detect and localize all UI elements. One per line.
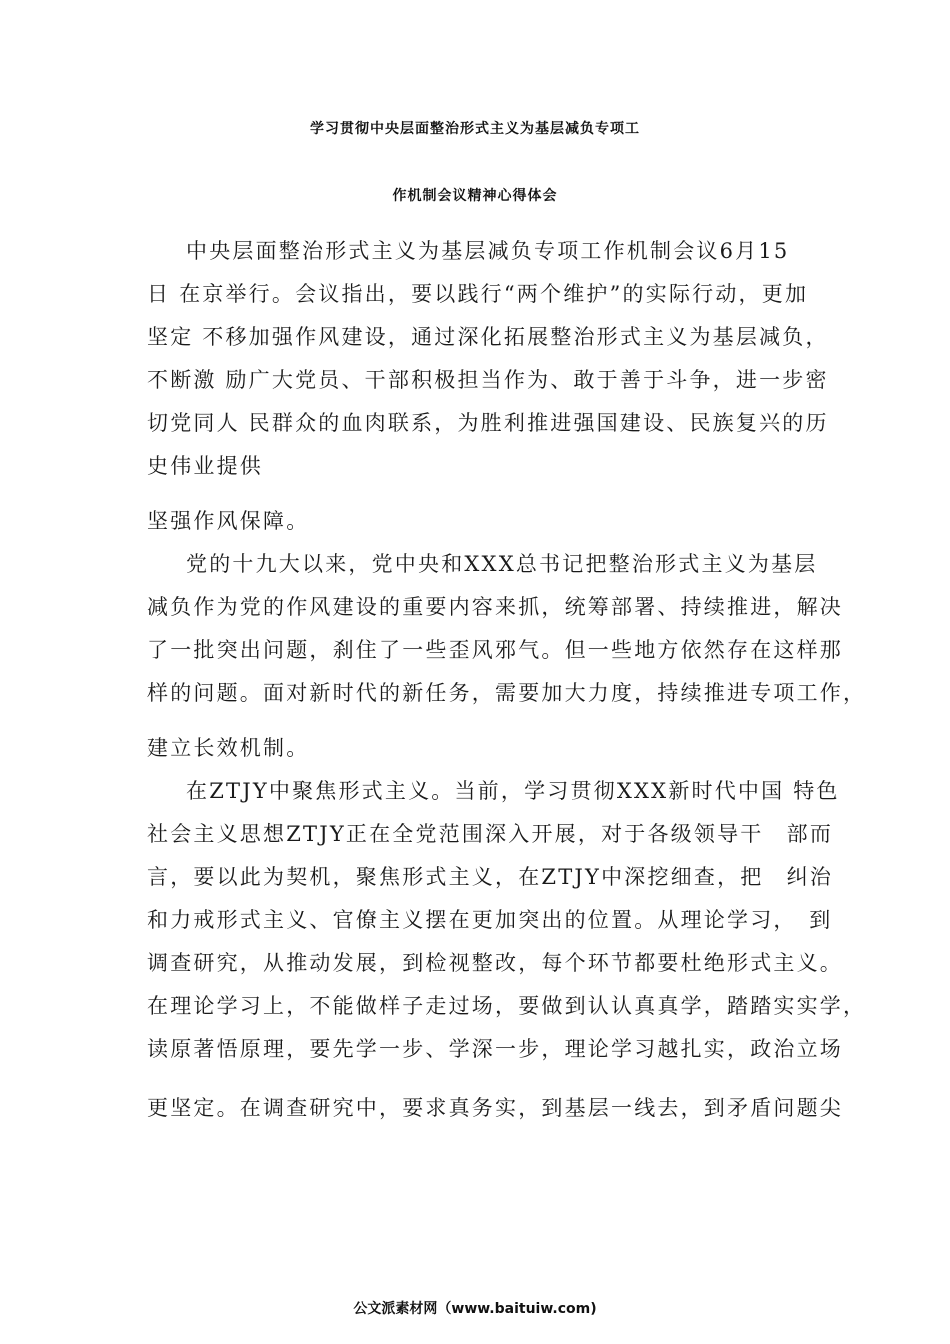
body-line: 了一批突出问题，刹住了一些歪风邪气。但一些地方依然存在这样那 bbox=[147, 638, 843, 662]
body-line: 社会主义思想ZTJY正在全党范围深入开展，对于各级领导干 部而 bbox=[147, 822, 834, 846]
body-line: 党的十九大以来，党中央和XXX总书记把整治形式主义为基层 bbox=[186, 552, 818, 576]
body-line: 在ZTJY中聚焦形式主义。当前，学习贯彻XXX新时代中国 特色 bbox=[186, 779, 840, 803]
body-line: 中央层面整治形式主义为基层减负专项工作机制会议6月15 bbox=[186, 239, 790, 263]
body-line: 言，要以此为契机，聚焦形式主义，在ZTJY中深挖细查，把 纠治 bbox=[147, 865, 834, 889]
body-line: 和力戒形式主义、官僚主义摆在更加突出的位置。从理论学习， 到 bbox=[147, 908, 833, 932]
footer-watermark: 公文派素材网（www.baituiw.com) bbox=[353, 1301, 597, 1317]
body-line: 坚定 不移加强作风建设，通过深化拓展整治形式主义为基层减负， bbox=[147, 325, 829, 349]
body-line: 建立长效机制。 bbox=[147, 736, 310, 760]
body-line: 读原著悟原理，要先学一步、学深一步，理论学习越扎实，政治立场 bbox=[147, 1037, 843, 1061]
body-line: 不断激 励广大党员、干部积极担当作为、敢于善于斗争，进一步密 bbox=[147, 368, 829, 392]
document-title-line-1: 学习贯彻中央层面整治形式主义为基层减负专项工 bbox=[310, 121, 640, 137]
body-line: 切党同人 民群众的血肉联系，为胜利推进强国建设、民族复兴的历 bbox=[147, 411, 829, 435]
document-title-line-2: 作机制会议精神心得体会 bbox=[392, 188, 558, 204]
body-line: 坚强作风保障。 bbox=[147, 509, 310, 533]
body-line: 减负作为党的作风建设的重要内容来抓，统筹部署、持续推进，解决 bbox=[147, 595, 843, 619]
body-line: 日 在京举行。会议指出，要以践行“两个维护”的实际行动，更加 bbox=[147, 282, 809, 306]
body-line: 样的问题。面对新时代的新任务，需要加大力度，持续推进专项工作， bbox=[147, 681, 867, 705]
body-line: 调查研究，从推动发展，到检视整改，每个环节都要杜绝形式主义。 bbox=[147, 951, 843, 975]
body-line: 史伟业提供 bbox=[147, 454, 263, 478]
body-line: 更坚定。在调查研究中，要求真务实，到基层一线去，到矛盾问题尖 bbox=[147, 1096, 843, 1120]
body-line: 在理论学习上，不能做样子走过场，要做到认认真真学，踏踏实实学， bbox=[147, 994, 867, 1018]
